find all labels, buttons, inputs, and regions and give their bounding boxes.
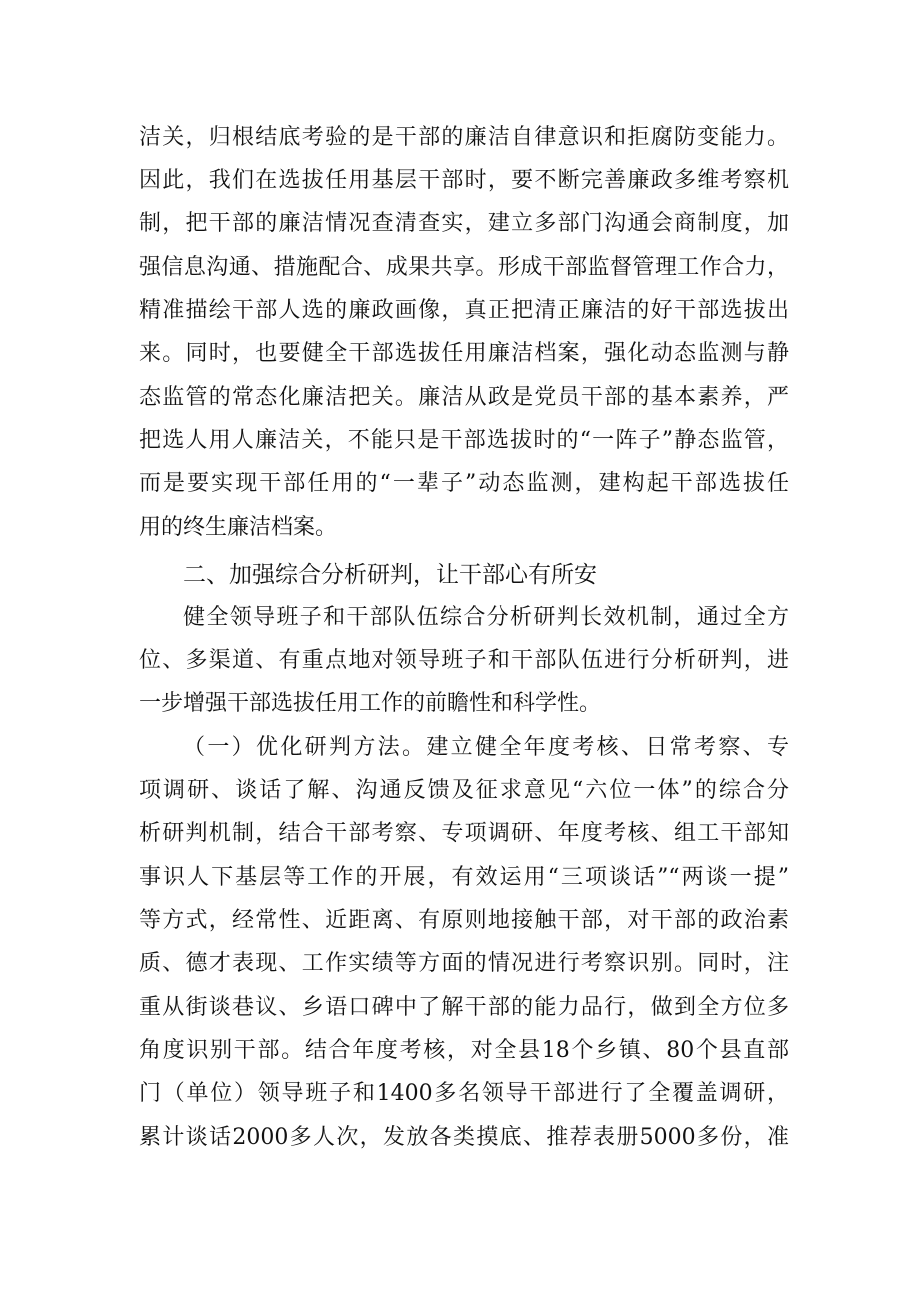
text-line: 而是要实现干部任用的“一辈子”动态监测，建构起干部选拔任 <box>139 471 789 496</box>
text-line: 等方式，经常性、近距离、有原则地接触干部，对干部的政治素 <box>139 908 789 933</box>
text-line: 用的终生廉洁档案。 <box>139 515 338 540</box>
text-line: 析研判机制，结合干部考察、专项调研、年度考核、组工干部知 <box>139 821 789 846</box>
text-line: 强信息沟通、措施配合、成果共享。形成干部监督管理工作合力， <box>139 255 789 280</box>
text-line: 角度识别干部。结合年度考核，对全县18个乡镇、80个县直部 <box>139 1038 789 1063</box>
text-line: 因此，我们在选拔任用基层干部时，要不断完善廉政多维考察机 <box>139 168 789 193</box>
text-line: 洁关，归根结底考验的是干部的廉洁自律意识和拒腐防变能力。 <box>139 125 789 150</box>
text-line: 累计谈话2000多人次，发放各类摸底、推荐表册5000多份，准 <box>139 1125 789 1150</box>
text-line: 来。同时，也要健全干部选拔任用廉洁档案，强化动态监测与静 <box>139 341 789 366</box>
text-line: 态监管的常态化廉洁把关。廉洁从政是党员干部的基本素养，严 <box>139 385 789 410</box>
text-line: 重从街谈巷议、乡语口碑中了解干部的能力品行，做到全方位多 <box>139 995 789 1020</box>
text-line: 制，把干部的廉洁情况查清查实，建立多部门沟通会商制度，加 <box>139 211 789 236</box>
text-line: 质、德才表现、工作实绩等方面的情况进行考察识别。同时，注 <box>139 951 789 976</box>
text-line: 位、多渠道、有重点地对领导班子和干部队伍进行分析研判，进 <box>139 648 789 673</box>
text-line: 精准描绘干部人选的廉政画像，真正把清正廉洁的好干部选拔出 <box>139 298 789 323</box>
text-line: 项调研、谈话了解、沟通反馈及征求意见“六位一体”的综合分 <box>139 778 789 803</box>
text-line: 门（单位）领导班子和1400多名领导干部进行了全覆盖调研， <box>139 1081 789 1106</box>
text-line: 一步增强干部选拔任用工作的前瞻性和科学性。 <box>139 691 602 716</box>
section-heading: 二、加强综合分析研判，让干部心有所安 <box>183 562 597 588</box>
text-line: 事识人下基层等工作的开展，有效运用“三项谈话”“两谈一提” <box>139 865 789 890</box>
text-line: 健全领导班子和干部队伍综合分析研判长效机制，通过全方 <box>183 605 789 630</box>
text-line: 把选人用人廉洁关，不能只是干部选拔时的“一阵子”静态监管， <box>139 428 789 453</box>
text-line: （一）优化研判方法。建立健全年度考核、日常考察、专 <box>183 735 789 760</box>
